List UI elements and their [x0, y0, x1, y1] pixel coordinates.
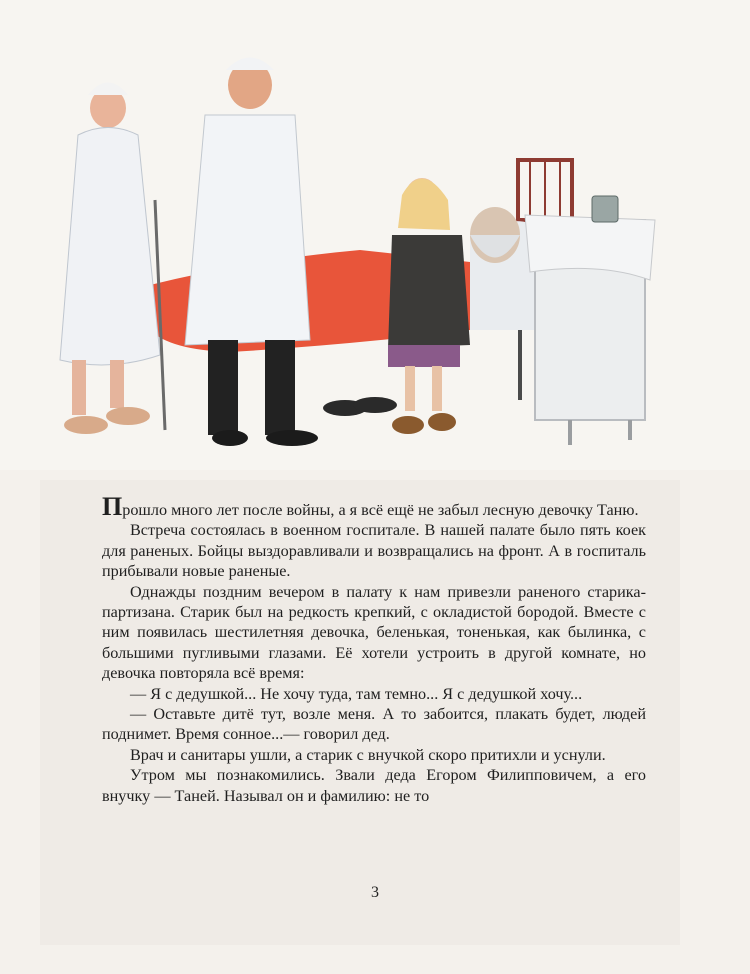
- paragraph: Встреча состоялась в военном госпитале. В нашей палате было пять коек для раненых. Бойцы выздоравливали и возвращались на фронт. А в госпиталь прибывали новые раненые.: [102, 521, 646, 581]
- paragraph: — Оставьте дитё тут, возле меня. А то забоится, плакать будет, людей поднимет. Время сонное...— говорил дед.: [102, 705, 646, 744]
- drop-cap: П: [102, 492, 123, 521]
- nurse-coat: [60, 128, 160, 365]
- paragraph: Прошло много лет после войны, а я всё ещё не забыл лесную девочку Таню.: [102, 492, 639, 521]
- girl-coat: [388, 235, 470, 348]
- paragraph: Однажды поздним вечером в палату к нам привезли раненого старика-партизана. Старик был на редкость крепкий, с окладистой бородой. Вместе с ним появилась шестилетняя девочка, беленькая, тоненькая, как былинка, с большими пугливыми глазами. Её хотели устроить в другой комнате, но девочка повторяла всё время:: [102, 582, 646, 683]
- paragraph: — Я с дедушкой... Не хочу туда, там темно... Я с дедушкой хочу...: [130, 684, 583, 703]
- story-text: [102, 492, 646, 806]
- doctor-coat: [185, 115, 310, 345]
- page-number: 3: [371, 884, 379, 901]
- hospital-scene-illustration: [0, 0, 750, 470]
- paragraph: Утром мы познакомились. Звали деда Егором Филипповичем, а его внучку — Таней. Называл он и фамилию: не то: [102, 766, 646, 805]
- mug: [592, 196, 618, 222]
- illustration: [0, 0, 750, 470]
- paragraph: Врач и санитары ушли, а старик с внучкой скоро притихли и уснули.: [130, 745, 606, 764]
